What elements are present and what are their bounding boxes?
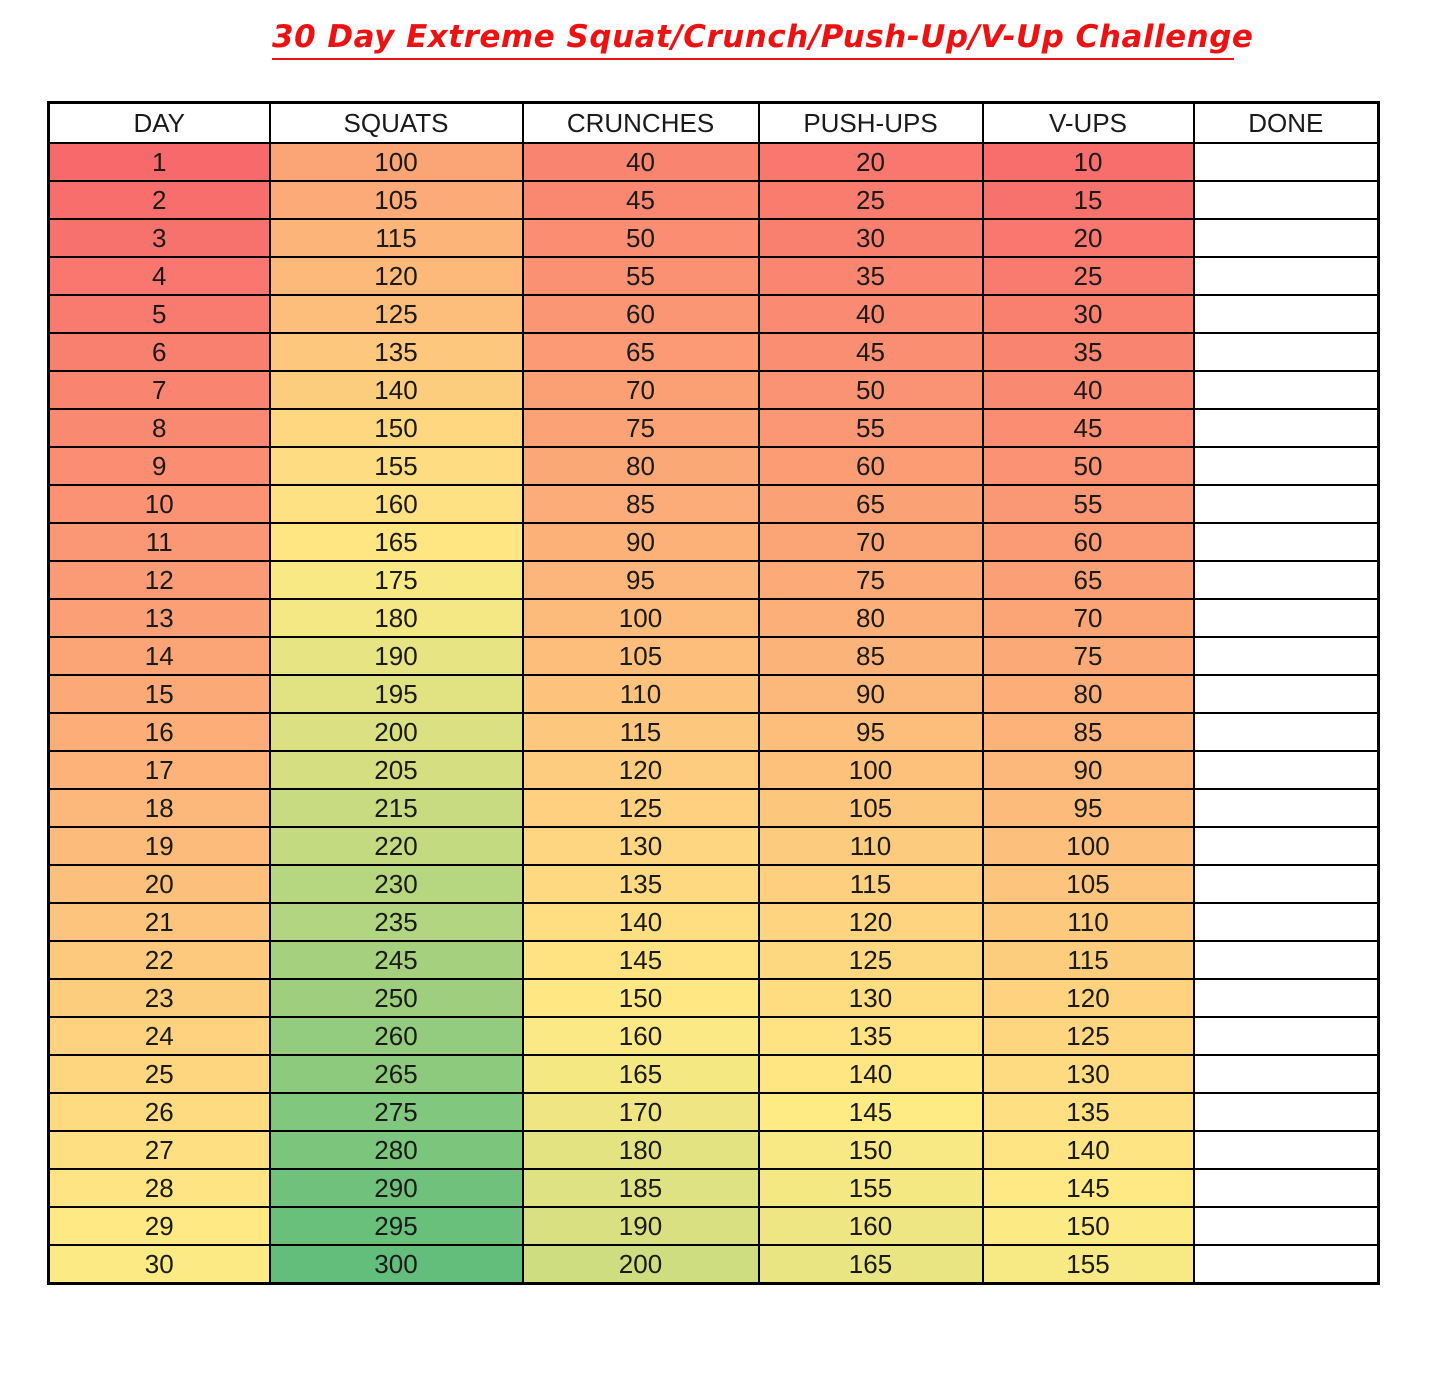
squats-cell: 260 <box>270 1017 523 1055</box>
squats-cell: 150 <box>270 409 523 447</box>
vups-cell: 110 <box>983 903 1194 941</box>
day-cell: 20 <box>49 865 270 903</box>
vups-cell: 10 <box>983 143 1194 181</box>
table-row <box>49 561 1379 599</box>
vups-cell: 15 <box>983 181 1194 219</box>
crunches-cell: 50 <box>523 219 759 257</box>
day-cell: 6 <box>49 333 270 371</box>
done-cell[interactable] <box>1194 143 1379 181</box>
pushups-cell: 50 <box>759 371 983 409</box>
table-row <box>49 181 1379 219</box>
done-cell[interactable] <box>1194 523 1379 561</box>
day-cell: 26 <box>49 1093 270 1131</box>
table-row <box>49 713 1379 751</box>
day-cell: 18 <box>49 789 270 827</box>
crunches-cell: 55 <box>523 257 759 295</box>
squats-cell: 160 <box>270 485 523 523</box>
pushups-cell: 100 <box>759 751 983 789</box>
day-cell: 22 <box>49 941 270 979</box>
done-cell[interactable] <box>1194 447 1379 485</box>
pushups-cell: 135 <box>759 1017 983 1055</box>
squats-cell: 215 <box>270 789 523 827</box>
header-crunches: CRUNCHES <box>523 103 759 144</box>
vups-cell: 35 <box>983 333 1194 371</box>
crunches-cell: 75 <box>523 409 759 447</box>
header-pushups: PUSH-UPS <box>759 103 983 144</box>
crunches-cell: 90 <box>523 523 759 561</box>
pushups-cell: 130 <box>759 979 983 1017</box>
squats-cell: 250 <box>270 979 523 1017</box>
table-row <box>49 903 1379 941</box>
crunches-cell: 135 <box>523 865 759 903</box>
day-cell: 17 <box>49 751 270 789</box>
vups-cell: 150 <box>983 1207 1194 1245</box>
table-row <box>49 751 1379 789</box>
done-cell[interactable] <box>1194 1245 1379 1284</box>
day-cell: 21 <box>49 903 270 941</box>
pushups-cell: 90 <box>759 675 983 713</box>
squats-cell: 245 <box>270 941 523 979</box>
done-cell[interactable] <box>1194 485 1379 523</box>
crunches-cell: 65 <box>523 333 759 371</box>
crunches-cell: 60 <box>523 295 759 333</box>
crunches-cell: 185 <box>523 1169 759 1207</box>
vups-cell: 65 <box>983 561 1194 599</box>
done-cell[interactable] <box>1194 1131 1379 1169</box>
pushups-cell: 140 <box>759 1055 983 1093</box>
done-cell[interactable] <box>1194 979 1379 1017</box>
squats-cell: 300 <box>270 1245 523 1284</box>
day-cell: 30 <box>49 1245 270 1284</box>
pushups-cell: 120 <box>759 903 983 941</box>
table-row <box>49 1245 1379 1284</box>
table-row <box>49 599 1379 637</box>
table-row <box>49 1131 1379 1169</box>
vups-cell: 60 <box>983 523 1194 561</box>
table-row <box>49 827 1379 865</box>
vups-cell: 85 <box>983 713 1194 751</box>
done-cell[interactable] <box>1194 333 1379 371</box>
squats-cell: 180 <box>270 599 523 637</box>
day-cell: 15 <box>49 675 270 713</box>
header-squats: SQUATS <box>270 103 523 144</box>
done-cell[interactable] <box>1194 181 1379 219</box>
crunches-cell: 190 <box>523 1207 759 1245</box>
crunches-cell: 150 <box>523 979 759 1017</box>
pushups-cell: 40 <box>759 295 983 333</box>
table-row <box>49 485 1379 523</box>
pushups-cell: 125 <box>759 941 983 979</box>
vups-cell: 55 <box>983 485 1194 523</box>
crunches-cell: 125 <box>523 789 759 827</box>
day-cell: 11 <box>49 523 270 561</box>
pushups-cell: 150 <box>759 1131 983 1169</box>
vups-cell: 145 <box>983 1169 1194 1207</box>
crunches-cell: 115 <box>523 713 759 751</box>
table-row <box>49 409 1379 447</box>
vups-cell: 25 <box>983 257 1194 295</box>
squats-cell: 140 <box>270 371 523 409</box>
vups-cell: 130 <box>983 1055 1194 1093</box>
pushups-cell: 20 <box>759 143 983 181</box>
day-cell: 9 <box>49 447 270 485</box>
challenge-table <box>47 101 1380 1285</box>
crunches-cell: 180 <box>523 1131 759 1169</box>
day-cell: 1 <box>49 143 270 181</box>
table-row <box>49 1169 1379 1207</box>
day-cell: 4 <box>49 257 270 295</box>
pushups-cell: 70 <box>759 523 983 561</box>
crunches-cell: 160 <box>523 1017 759 1055</box>
vups-cell: 20 <box>983 219 1194 257</box>
day-cell: 10 <box>49 485 270 523</box>
header-vups: V-UPS <box>983 103 1194 144</box>
day-cell: 3 <box>49 219 270 257</box>
pushups-cell: 145 <box>759 1093 983 1131</box>
day-cell: 25 <box>49 1055 270 1093</box>
squats-cell: 290 <box>270 1169 523 1207</box>
crunches-cell: 120 <box>523 751 759 789</box>
table-row <box>49 143 1379 181</box>
table-row <box>49 1017 1379 1055</box>
squats-cell: 280 <box>270 1131 523 1169</box>
crunches-cell: 105 <box>523 637 759 675</box>
squats-cell: 100 <box>270 143 523 181</box>
squats-cell: 190 <box>270 637 523 675</box>
done-cell[interactable] <box>1194 295 1379 333</box>
day-cell: 2 <box>49 181 270 219</box>
pushups-cell: 60 <box>759 447 983 485</box>
vups-cell: 75 <box>983 637 1194 675</box>
pushups-cell: 65 <box>759 485 983 523</box>
pushups-cell: 25 <box>759 181 983 219</box>
pushups-cell: 80 <box>759 599 983 637</box>
done-cell[interactable] <box>1194 1093 1379 1131</box>
done-cell[interactable] <box>1194 675 1379 713</box>
table-row <box>49 789 1379 827</box>
squats-cell: 265 <box>270 1055 523 1093</box>
squats-cell: 115 <box>270 219 523 257</box>
done-cell[interactable] <box>1194 713 1379 751</box>
vups-cell: 125 <box>983 1017 1194 1055</box>
squats-cell: 220 <box>270 827 523 865</box>
pushups-cell: 155 <box>759 1169 983 1207</box>
pushups-cell: 85 <box>759 637 983 675</box>
done-cell[interactable] <box>1194 941 1379 979</box>
vups-cell: 140 <box>983 1131 1194 1169</box>
day-cell: 23 <box>49 979 270 1017</box>
done-cell[interactable] <box>1194 409 1379 447</box>
crunches-cell: 140 <box>523 903 759 941</box>
vups-cell: 100 <box>983 827 1194 865</box>
done-cell[interactable] <box>1194 751 1379 789</box>
table-row <box>49 675 1379 713</box>
squats-cell: 200 <box>270 713 523 751</box>
vups-cell: 30 <box>983 295 1194 333</box>
vups-cell: 70 <box>983 599 1194 637</box>
vups-cell: 105 <box>983 865 1194 903</box>
vups-cell: 155 <box>983 1245 1194 1284</box>
pushups-cell: 45 <box>759 333 983 371</box>
vups-cell: 90 <box>983 751 1194 789</box>
squats-cell: 205 <box>270 751 523 789</box>
day-cell: 19 <box>49 827 270 865</box>
day-cell: 16 <box>49 713 270 751</box>
day-cell: 29 <box>49 1207 270 1245</box>
done-cell[interactable] <box>1194 637 1379 675</box>
done-cell[interactable] <box>1194 789 1379 827</box>
table-row <box>49 219 1379 257</box>
table-row <box>49 371 1379 409</box>
done-cell[interactable] <box>1194 1169 1379 1207</box>
squats-cell: 295 <box>270 1207 523 1245</box>
done-cell[interactable] <box>1194 1055 1379 1093</box>
crunches-cell: 130 <box>523 827 759 865</box>
table-row <box>49 257 1379 295</box>
vups-cell: 40 <box>983 371 1194 409</box>
pushups-cell: 30 <box>759 219 983 257</box>
header-row <box>49 103 1379 144</box>
page-title: 30 Day Extreme Squat/Crunch/Push-Up/V-Up Challenge <box>272 14 1234 60</box>
crunches-cell: 100 <box>523 599 759 637</box>
day-cell: 5 <box>49 295 270 333</box>
pushups-cell: 75 <box>759 561 983 599</box>
crunches-cell: 95 <box>523 561 759 599</box>
table-row <box>49 447 1379 485</box>
squats-cell: 165 <box>270 523 523 561</box>
table-row <box>49 295 1379 333</box>
squats-cell: 175 <box>270 561 523 599</box>
crunches-cell: 200 <box>523 1245 759 1284</box>
squats-cell: 135 <box>270 333 523 371</box>
squats-cell: 195 <box>270 675 523 713</box>
pushups-cell: 160 <box>759 1207 983 1245</box>
pushups-cell: 110 <box>759 827 983 865</box>
pushups-cell: 115 <box>759 865 983 903</box>
vups-cell: 45 <box>983 409 1194 447</box>
squats-cell: 125 <box>270 295 523 333</box>
pushups-cell: 55 <box>759 409 983 447</box>
done-cell[interactable] <box>1194 903 1379 941</box>
crunches-cell: 170 <box>523 1093 759 1131</box>
done-cell[interactable] <box>1194 1017 1379 1055</box>
vups-cell: 80 <box>983 675 1194 713</box>
crunches-cell: 145 <box>523 941 759 979</box>
done-cell[interactable] <box>1194 865 1379 903</box>
crunches-cell: 40 <box>523 143 759 181</box>
done-cell[interactable] <box>1194 1207 1379 1245</box>
table-row <box>49 333 1379 371</box>
crunches-cell: 70 <box>523 371 759 409</box>
crunches-cell: 110 <box>523 675 759 713</box>
table-row <box>49 1093 1379 1131</box>
table-row <box>49 865 1379 903</box>
done-cell[interactable] <box>1194 371 1379 409</box>
day-cell: 28 <box>49 1169 270 1207</box>
header-day: DAY <box>49 103 270 144</box>
squats-cell: 105 <box>270 181 523 219</box>
pushups-cell: 165 <box>759 1245 983 1284</box>
pushups-cell: 105 <box>759 789 983 827</box>
vups-cell: 135 <box>983 1093 1194 1131</box>
crunches-cell: 85 <box>523 485 759 523</box>
day-cell: 12 <box>49 561 270 599</box>
table-row <box>49 523 1379 561</box>
day-cell: 24 <box>49 1017 270 1055</box>
done-cell[interactable] <box>1194 219 1379 257</box>
done-cell[interactable] <box>1194 561 1379 599</box>
done-cell[interactable] <box>1194 257 1379 295</box>
squats-cell: 120 <box>270 257 523 295</box>
table-row <box>49 1207 1379 1245</box>
vups-cell: 95 <box>983 789 1194 827</box>
crunches-cell: 80 <box>523 447 759 485</box>
day-cell: 13 <box>49 599 270 637</box>
pushups-cell: 95 <box>759 713 983 751</box>
squats-cell: 230 <box>270 865 523 903</box>
crunches-cell: 165 <box>523 1055 759 1093</box>
squats-cell: 275 <box>270 1093 523 1131</box>
table-row <box>49 1055 1379 1093</box>
done-cell[interactable] <box>1194 827 1379 865</box>
crunches-cell: 45 <box>523 181 759 219</box>
table-row <box>49 637 1379 675</box>
vups-cell: 115 <box>983 941 1194 979</box>
vups-cell: 120 <box>983 979 1194 1017</box>
pushups-cell: 35 <box>759 257 983 295</box>
done-cell[interactable] <box>1194 599 1379 637</box>
vups-cell: 50 <box>983 447 1194 485</box>
squats-cell: 155 <box>270 447 523 485</box>
day-cell: 14 <box>49 637 270 675</box>
header-done: DONE <box>1194 103 1379 144</box>
table-row <box>49 941 1379 979</box>
table-row <box>49 979 1379 1017</box>
day-cell: 7 <box>49 371 270 409</box>
day-cell: 8 <box>49 409 270 447</box>
day-cell: 27 <box>49 1131 270 1169</box>
squats-cell: 235 <box>270 903 523 941</box>
